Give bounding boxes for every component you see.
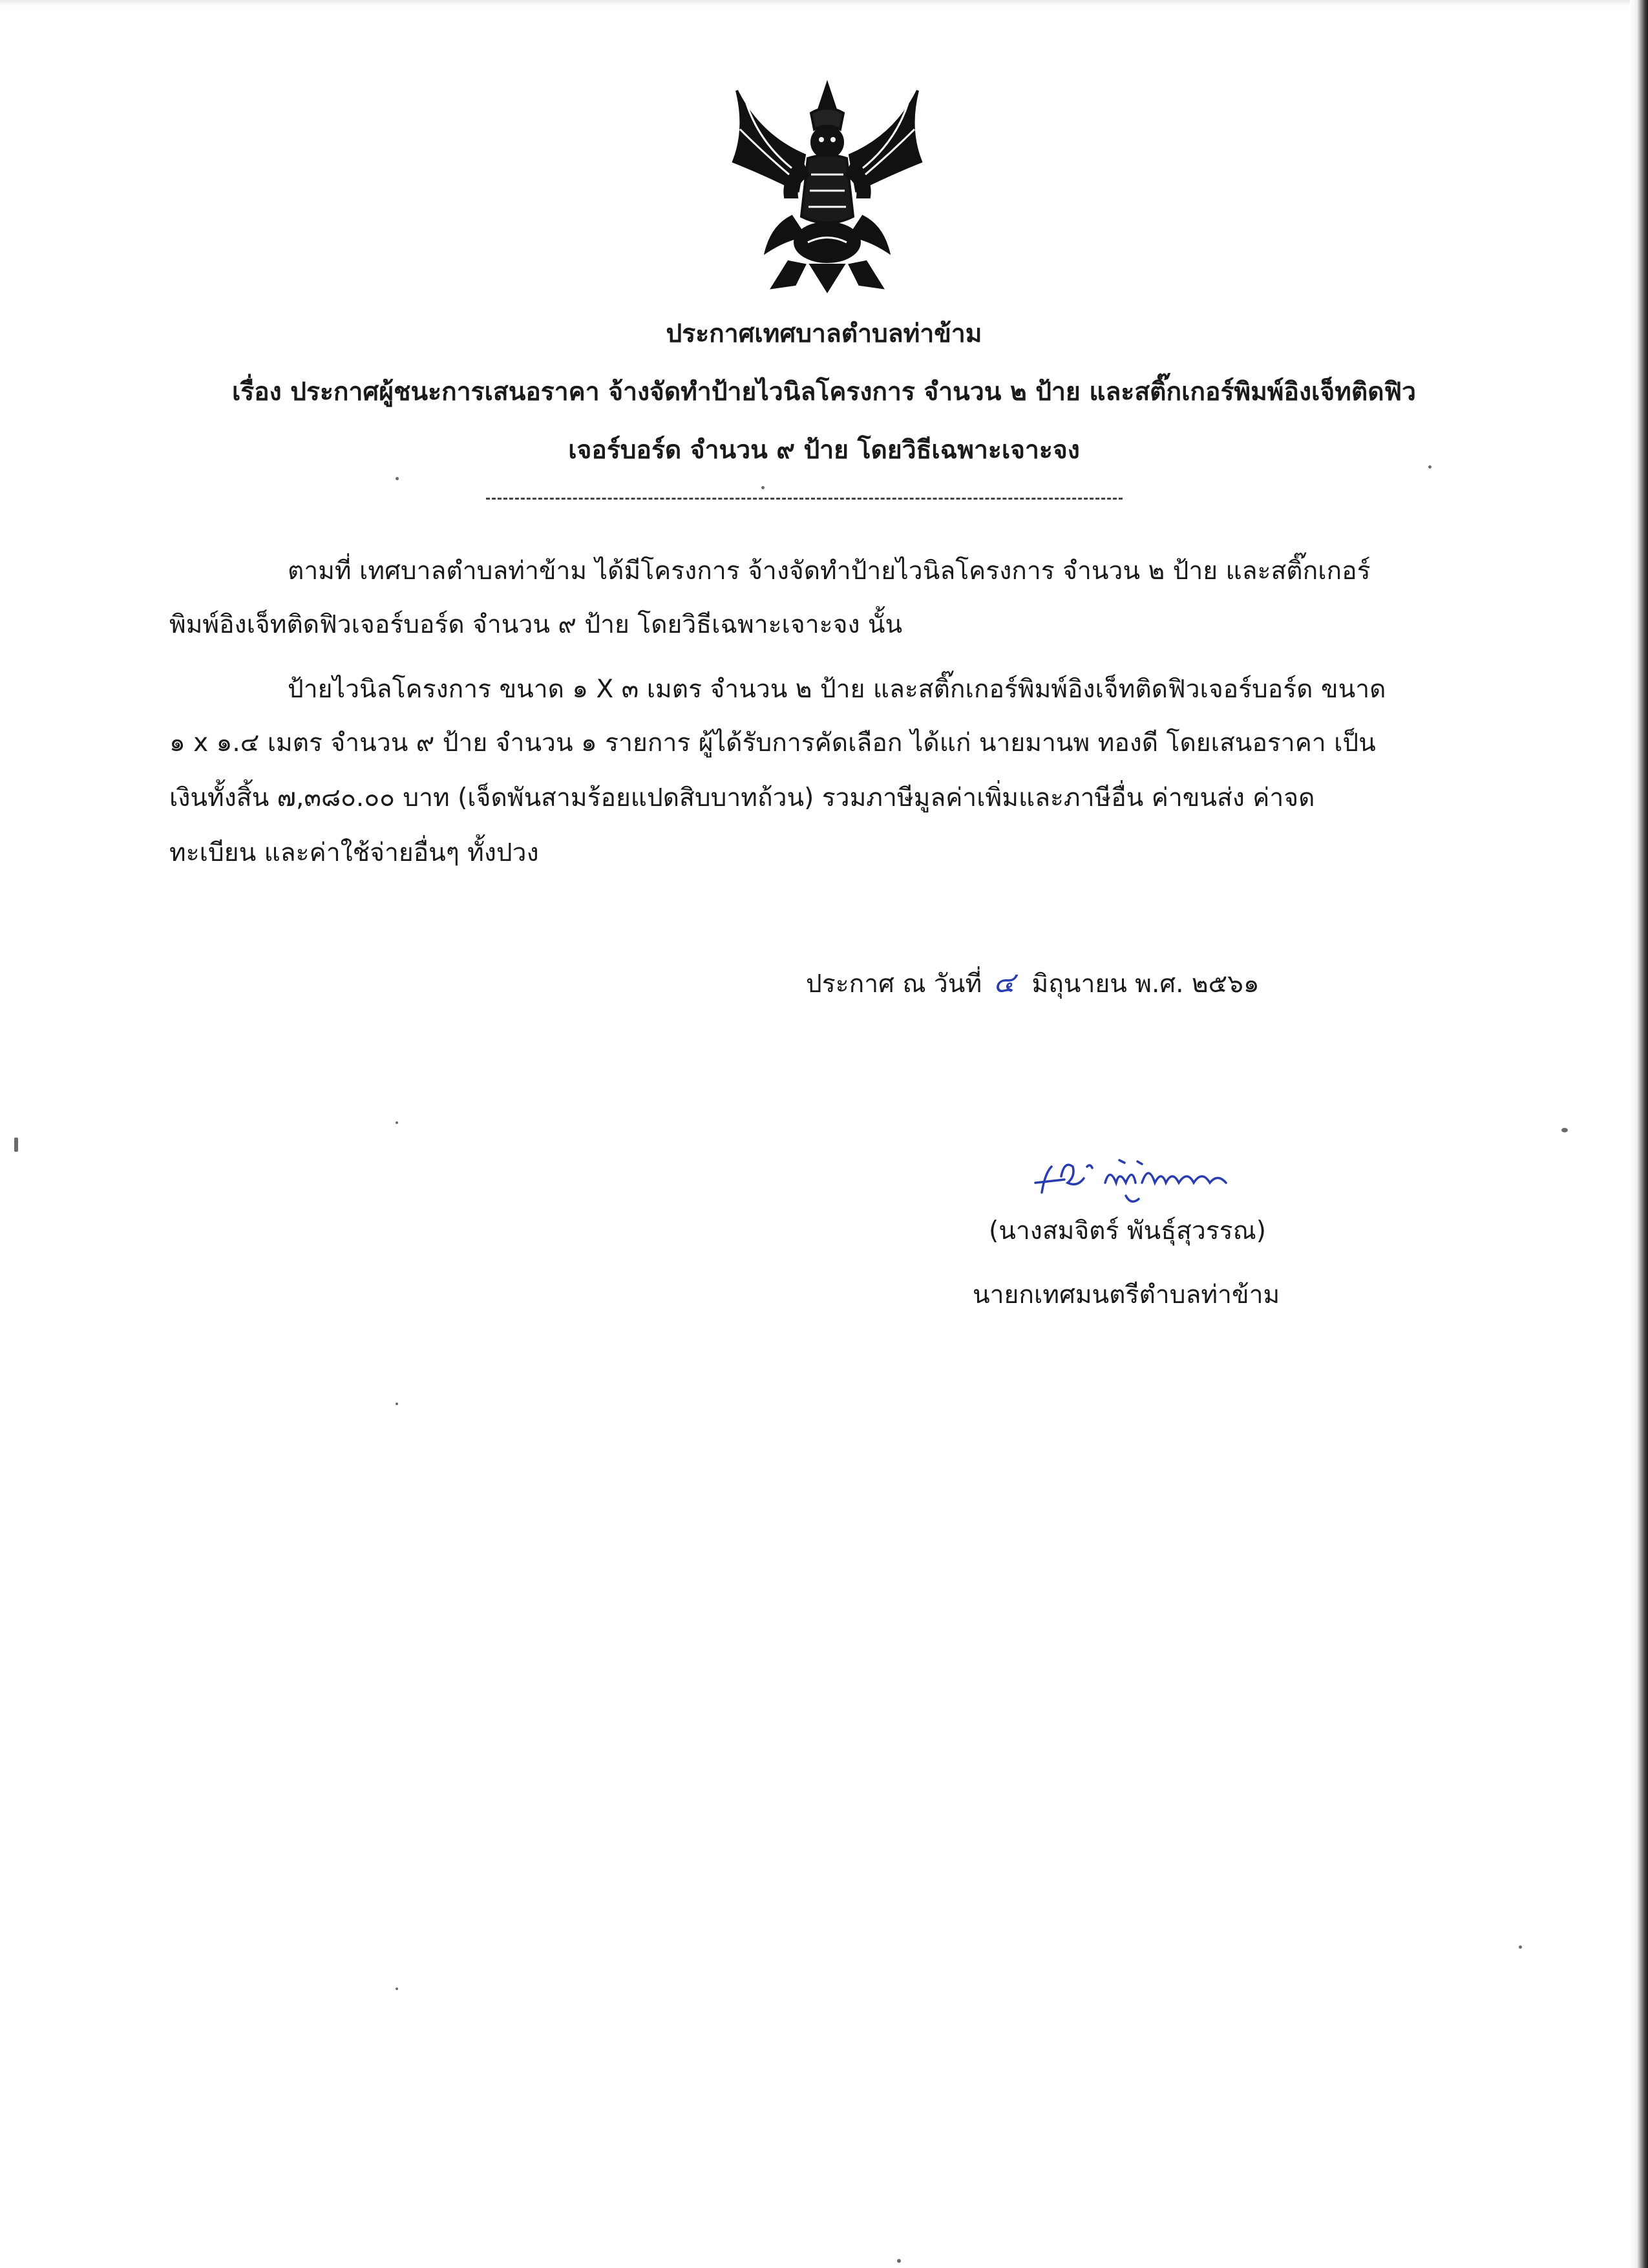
scan-speck bbox=[396, 1403, 398, 1405]
scan-speck bbox=[761, 486, 765, 489]
paragraph-2-line-3: เงินทั้งสิ้น ๗,๓๘๐.๐๐ บาท (เจ็ดพันสามร้อยแปดสิบบาทถ้วน) รวมภาษีมูลค่าเพิ่มและภาษีอื่น ค่าขนส่ง ค่าจด bbox=[169, 783, 1315, 812]
handwritten-signature bbox=[1029, 1147, 1268, 1209]
paragraph-2-line-1: ป้ายไวนิลโครงการ ขนาด ๑ X ๓ เมตร จำนวน ๒ ป้าย และสติ๊กเกอร์พิมพ์อิงเจ็ทติดฟิวเจอร์บอร์ด ขนาด bbox=[288, 675, 1386, 704]
scan-speck bbox=[1561, 1128, 1568, 1132]
scan-speck bbox=[14, 1138, 18, 1152]
paragraph-2-line-4: ทะเบียน และค่าใช้จ่ายอื่นๆ ทั้งปวง bbox=[169, 838, 539, 867]
paragraph-1-line-1: ตามที่ เทศบาลตำบลท่าข้าม ได้มีโครงการ จ้างจัดทำป้ายไวนิลโครงการ จำนวน ๒ ป้าย และสติ๊กเกอร์ bbox=[288, 556, 1371, 586]
scan-speck bbox=[1428, 465, 1431, 469]
date-month-year: มิถุนายน พ.ศ. ๒๕๖๑ bbox=[1031, 970, 1260, 999]
announcement-date bbox=[806, 960, 1260, 1005]
scan-speck bbox=[396, 477, 399, 480]
scan-speck bbox=[396, 1987, 398, 1990]
subject-line-2: เจอร์บอร์ด จำนวน ๙ ป้าย โดยวิธีเฉพาะเจาะจง bbox=[568, 436, 1080, 465]
subject-line-1: เรื่อง ประกาศผู้ชนะการเสนอราคา จ้างจัดทำป้ายไวนิลโครงการ จำนวน ๒ ป้าย และสติ๊กเกอร์พิมพ์อิงเจ็ทติดฟิว bbox=[231, 377, 1417, 407]
paragraph-2-line-2: ๑ x ๑.๔ เมตร จำนวน ๙ ป้าย จำนวน ๑ รายการ ผู้ได้รับการคัดเลือก ได้แก่ นายมานพ ทองดี โดยเสนอราคา เป็น bbox=[169, 728, 1376, 758]
page-top-edge bbox=[0, 0, 1648, 6]
date-day-handwritten: ๔ bbox=[993, 966, 1015, 999]
scan-speck bbox=[1519, 1945, 1522, 1949]
page-title: ประกาศเทศบาลตำบลท่าข้าม bbox=[666, 319, 982, 348]
header-divider bbox=[486, 498, 1123, 500]
date-prefix: ประกาศ ณ วันที่ bbox=[806, 970, 982, 999]
signer-name: (นางสมจิตร์ พันธุ์สุวรรณ) bbox=[989, 1216, 1267, 1245]
scan-speck bbox=[396, 1121, 398, 1124]
garuda-emblem-icon bbox=[721, 78, 934, 297]
signer-position: นายกเทศมนตรีตำบลท่าข้าม bbox=[973, 1280, 1280, 1309]
scan-speck bbox=[897, 2259, 901, 2263]
paragraph-1-line-2: พิมพ์อิงเจ็ทติดฟิวเจอร์บอร์ด จำนวน ๙ ป้าย โดยวิธีเฉพาะเจาะจง นั้น bbox=[169, 610, 903, 639]
